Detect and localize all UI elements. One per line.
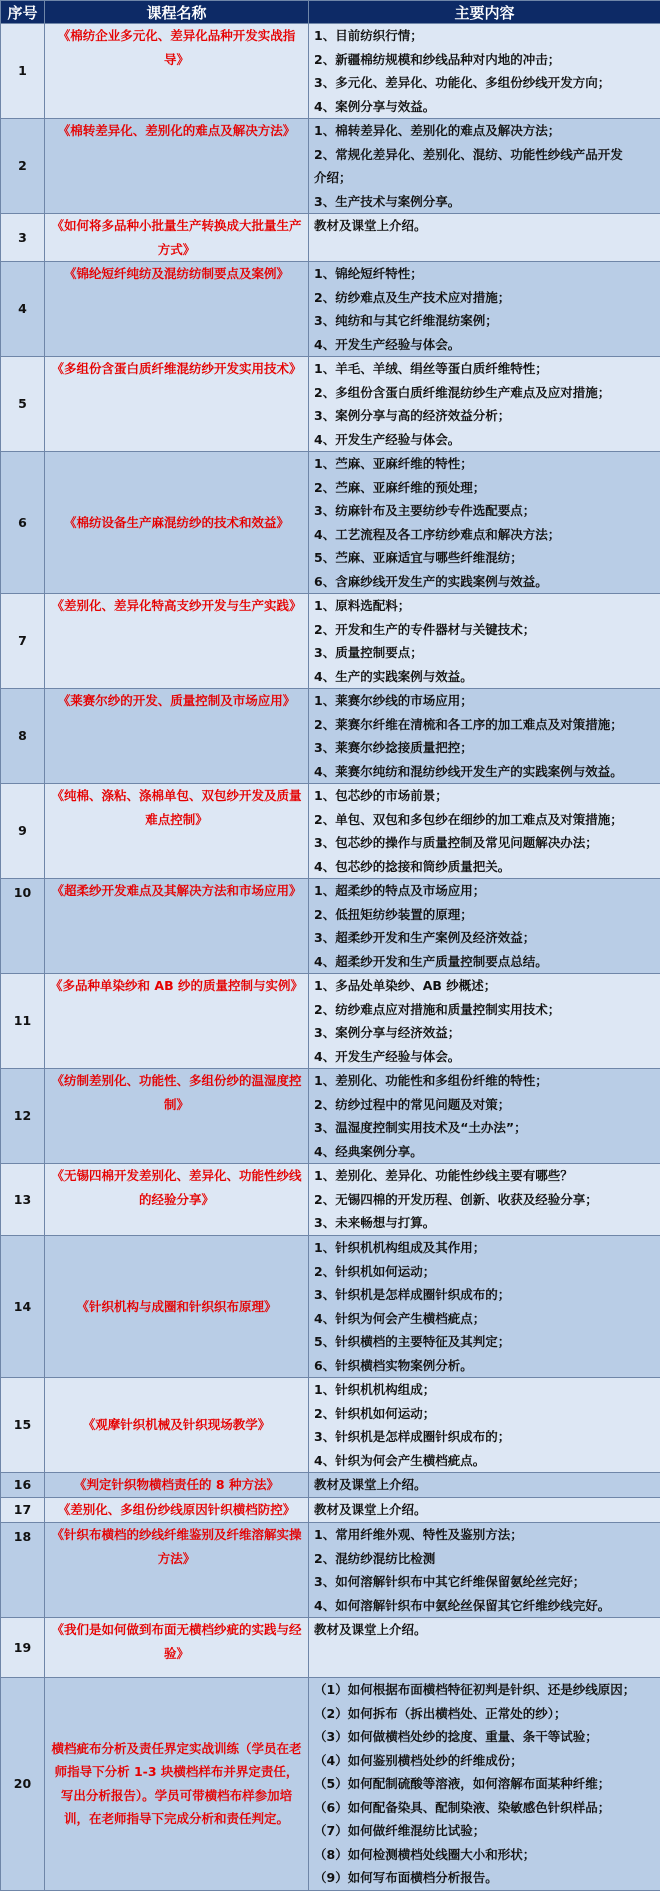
content-line: （9）如何写布面横档分析报告。: [314, 1866, 655, 1890]
course-name: 《差别化、差异化特高支纱开发与生产实践》: [45, 594, 309, 689]
content-line: 3、莱赛尔纱捻接质量把控；: [314, 736, 655, 760]
content-line: 4、超柔纱开发和生产质量控制要点总结。: [314, 950, 655, 974]
content-line: 2、纺纱难点及生产技术应对措施；: [314, 286, 655, 310]
content-line: 1、差别化、功能性和多组份纤维的特性；: [314, 1069, 655, 1093]
content-line: 2、针织机如何运动；: [314, 1402, 655, 1426]
course-name: 《如何将多品种小批量生产转换成大批量生产方式》: [45, 214, 309, 262]
course-content: [309, 24, 660, 119]
content-line: （4）如何鉴别横档处纱的纤维成份；: [314, 1749, 655, 1773]
content-line: 4、如何溶解针织布中氨纶丝保留其它纤维纱线完好。: [314, 1594, 655, 1618]
row-number: 9: [1, 784, 45, 879]
content-line: 4、经典案例分享。: [314, 1140, 655, 1164]
content-line: 3、包芯纱的操作与质量控制及常见问题解决办法；: [314, 831, 655, 855]
course-content: [309, 1069, 660, 1164]
course-content: [309, 594, 660, 689]
course-content: [309, 214, 660, 262]
row-number: 13: [1, 1164, 45, 1236]
table-row: [1, 1523, 660, 1618]
course-name: 《针织布横档的纱线纤维鉴别及纤维溶解实操方法》: [45, 1523, 309, 1618]
row-number: 12: [1, 1069, 45, 1164]
content-line: 2、莱赛尔纤维在清梳和各工序的加工难点及对策措施；: [314, 713, 655, 737]
table-row: [1, 1678, 660, 1891]
row-number: 19: [1, 1618, 45, 1678]
content-line: 3、案例分享与高的经济效益分析；: [314, 404, 655, 428]
row-number: 7: [1, 594, 45, 689]
table-row: [1, 974, 660, 1069]
course-content: [309, 1523, 660, 1618]
content-line: 介绍；: [314, 166, 655, 190]
row-number: 16: [1, 1473, 45, 1498]
content-line: 3、针织机是怎样成圈针织成布的；: [314, 1283, 655, 1307]
row-number: 14: [1, 1236, 45, 1378]
content-line: 3、纯纺和与其它纤维混纺案例；: [314, 309, 655, 333]
content-line: 1、目前纺织行情；: [314, 24, 655, 48]
course-content: [309, 452, 660, 594]
table-row: [1, 262, 660, 357]
table-row: [1, 1069, 660, 1164]
content-line: 4、生产的实践案例与效益。: [314, 665, 655, 689]
content-line: （1）如何根据布面横档特征初判是针织、还是纱线原因；: [314, 1678, 655, 1702]
content-line: 3、纺麻针布及主要纺纱专件选配要点；: [314, 499, 655, 523]
content-line: 3、如何溶解针织布中其它纤维保留氨纶丝完好；: [314, 1570, 655, 1594]
header-main-content: 主要内容: [309, 1, 660, 24]
content-line: 4、案例分享与效益。: [314, 95, 655, 119]
content-line: 1、羊毛、羊绒、绢丝等蛋白质纤维特性；: [314, 357, 655, 381]
table-row: [1, 1498, 660, 1523]
content-line: 1、差别化、差异化、功能性纱线主要有哪些？: [314, 1164, 655, 1188]
row-number: 5: [1, 357, 45, 452]
content-line: 2、常规化差异化、差别化、混纺、功能性纱线产品开发: [314, 143, 655, 167]
table-row: [1, 1378, 660, 1473]
content-line: 2、多组份含蛋白质纤维混纺纱生产难点及应对措施；: [314, 381, 655, 405]
content-line: 教材及课堂上介绍。: [314, 1498, 655, 1522]
table-row: [1, 452, 660, 594]
course-content: [309, 974, 660, 1069]
course-name: 《锦纶短纤纯纺及混纺纺制要点及案例》: [45, 262, 309, 357]
course-content: [309, 1473, 660, 1498]
content-line: 教材及课堂上介绍。: [314, 1618, 655, 1642]
course-name: 《观摩针织机械及针织现场教学》: [45, 1378, 309, 1473]
course-name: 《棉纺设备生产麻混纺纱的技术和效益》: [45, 452, 309, 594]
course-name: 《纺制差别化、功能性、多组份纱的温湿度控制》: [45, 1069, 309, 1164]
table-row: [1, 119, 660, 214]
content-line: 3、质量控制要点；: [314, 641, 655, 665]
course-name: 《针织机构与成圈和针织织布原理》: [45, 1236, 309, 1378]
course-name: 《莱赛尔纱的开发、质量控制及市场应用》: [45, 689, 309, 784]
header-course-name: 课程名称: [45, 1, 309, 24]
content-line: 4、工艺流程及各工序纺纱难点和解决方法；: [314, 523, 655, 547]
course-content: [309, 1618, 660, 1678]
course-name: 横档疵布分析及责任界定实战训练（学员在老师指导下分析 1-3 块横档样布并界定责任，写出分析报告）。学员可带横档布样参加培训，在老师指导下完成分析和责任判定。: [45, 1678, 309, 1891]
header-no: 序号: [1, 1, 45, 24]
table-row: [1, 1473, 660, 1498]
course-content: [309, 357, 660, 452]
course-name: 《无锡四棉开发差别化、差异化、功能性纱线的经验分享》: [45, 1164, 309, 1236]
table-row: [1, 879, 660, 974]
table-row: [1, 1164, 660, 1236]
header-row: [1, 1, 660, 24]
content-line: 6、针织横档实物案例分析。: [314, 1354, 655, 1378]
course-content: [309, 262, 660, 357]
course-name: 《棉纺企业多元化、差异化品种开发实战指导》: [45, 24, 309, 119]
content-line: 4、开发生产经验与体会。: [314, 428, 655, 452]
content-line: 5、针织横档的主要特征及其判定；: [314, 1330, 655, 1354]
course-content: [309, 1498, 660, 1523]
table-row: [1, 24, 660, 119]
content-line: （7）如何做纤维混纺比试验；: [314, 1819, 655, 1843]
content-line: 2、苎麻、亚麻纤维的预处理；: [314, 476, 655, 500]
content-line: 教材及课堂上介绍。: [314, 1473, 655, 1497]
course-content: [309, 1378, 660, 1473]
table-row: [1, 1618, 660, 1678]
content-line: 4、包芯纱的捻接和筒纱质量把关。: [314, 855, 655, 879]
content-line: 1、原料选配料；: [314, 594, 655, 618]
content-line: 4、开发生产经验与体会。: [314, 1045, 655, 1069]
content-line: 5、苎麻、亚麻适宜与哪些纤维混纺；: [314, 546, 655, 570]
course-name: 《纯棉、涤粘、涤棉单包、双包纱开发及质量难点控制》: [45, 784, 309, 879]
content-line: 4、针织为何会产生横档疵点。: [314, 1449, 655, 1473]
course-content: [309, 1236, 660, 1378]
content-line: 1、苎麻、亚麻纤维的特性；: [314, 452, 655, 476]
table-row: [1, 357, 660, 452]
row-number: 1: [1, 24, 45, 119]
content-line: （6）如何配备染具、配制染液、染敏感色针织样品；: [314, 1796, 655, 1820]
content-line: 1、包芯纱的市场前景；: [314, 784, 655, 808]
content-line: 1、常用纤维外观、特性及鉴别方法；: [314, 1523, 655, 1547]
row-number: 15: [1, 1378, 45, 1473]
course-name: 《棉转差异化、差别化的难点及解决方法》: [45, 119, 309, 214]
course-name: 《我们是如何做到布面无横档纱疵的实践与经验》: [45, 1618, 309, 1678]
row-number: 6: [1, 452, 45, 594]
course-content: [309, 1678, 660, 1891]
course-name: 《判定针织物横档责任的 8 种方法》: [45, 1473, 309, 1498]
content-line: 2、纺纱难点应对措施和质量控制实用技术；: [314, 998, 655, 1022]
content-line: 1、锦纶短纤特性；: [314, 262, 655, 286]
course-name: 《超柔纱开发难点及其解决方法和市场应用》: [45, 879, 309, 974]
content-line: 3、未来畅想与打算。: [314, 1211, 655, 1235]
content-line: 6、含麻纱线开发生产的实践案例与效益。: [314, 570, 655, 594]
content-line: 1、多品处单染纱、AB 纱概述；: [314, 974, 655, 998]
row-number: 3: [1, 214, 45, 262]
content-line: 教材及课堂上介绍。: [314, 214, 655, 238]
course-content: [309, 784, 660, 879]
content-line: 3、案例分享与经济效益；: [314, 1021, 655, 1045]
row-number: 10: [1, 879, 45, 974]
course-name: 《多品种单染纱和 AB 纱的质量控制与实例》: [45, 974, 309, 1069]
content-line: 3、超柔纱开发和生产案例及经济效益；: [314, 926, 655, 950]
course-content: [309, 119, 660, 214]
table-row: [1, 689, 660, 784]
content-line: 1、针织机机构组成及其作用；: [314, 1236, 655, 1260]
row-number: 17: [1, 1498, 45, 1523]
content-line: 1、棉转差异化、差别化的难点及解决方法；: [314, 119, 655, 143]
content-line: 2、混纺纱混纺比检测: [314, 1547, 655, 1571]
row-number: 18: [1, 1523, 45, 1618]
content-line: （8）如何检测横档处线圈大小和形状；: [314, 1843, 655, 1867]
content-line: 2、针织机如何运动；: [314, 1260, 655, 1284]
course-name: 《多组份含蛋白质纤维混纺纱开发实用技术》: [45, 357, 309, 452]
content-line: 2、新疆棉纺规模和纱线品种对内地的冲击；: [314, 48, 655, 72]
row-number: 2: [1, 119, 45, 214]
content-line: 4、开发生产经验与体会。: [314, 333, 655, 357]
content-line: 1、莱赛尔纱线的市场应用；: [314, 689, 655, 713]
content-line: 1、针织机机构组成；: [314, 1378, 655, 1402]
content-line: 2、低扭矩纺纱装置的原理；: [314, 903, 655, 927]
table-row: [1, 594, 660, 689]
content-line: 3、针织机是怎样成圈针织成布的；: [314, 1425, 655, 1449]
content-line: （3）如何做横档处纱的捻度、重量、条干等试验；: [314, 1725, 655, 1749]
content-line: 2、纺纱过程中的常见问题及对策；: [314, 1093, 655, 1117]
table-row: [1, 214, 660, 262]
table-row: [1, 784, 660, 879]
content-line: 3、多元化、差异化、功能化、多组份纱线开发方向；: [314, 71, 655, 95]
row-number: 4: [1, 262, 45, 357]
course-content: [309, 689, 660, 784]
table-row: [1, 1236, 660, 1378]
content-line: 4、莱赛尔纯纺和混纺纱线开发生产的实践案例与效益。: [314, 760, 655, 784]
content-line: 2、无锡四棉的开发历程、创新、收获及经验分享；: [314, 1188, 655, 1212]
content-line: 2、单包、双包和多包纱在细纱的加工难点及对策措施；: [314, 808, 655, 832]
content-line: 3、生产技术与案例分享。: [314, 190, 655, 214]
content-line: （2）如何拆布（拆出横档处、正常处的纱）；: [314, 1702, 655, 1726]
row-number: 8: [1, 689, 45, 784]
content-line: （5）如何配制硫酸等溶液，如何溶解布面某种纤维；: [314, 1772, 655, 1796]
course-content: [309, 1164, 660, 1236]
content-line: 2、开发和生产的专件器材与关键技术；: [314, 618, 655, 642]
content-line: 4、针织为何会产生横档疵点；: [314, 1307, 655, 1331]
row-number: 20: [1, 1678, 45, 1891]
course-name: 《差别化、多组份纱线原因针织横档防控》: [45, 1498, 309, 1523]
content-line: 1、超柔纱的特点及市场应用；: [314, 879, 655, 903]
content-line: 3、温湿度控制实用技术及“土办法”；: [314, 1116, 655, 1140]
course-content: [309, 879, 660, 974]
row-number: 11: [1, 974, 45, 1069]
